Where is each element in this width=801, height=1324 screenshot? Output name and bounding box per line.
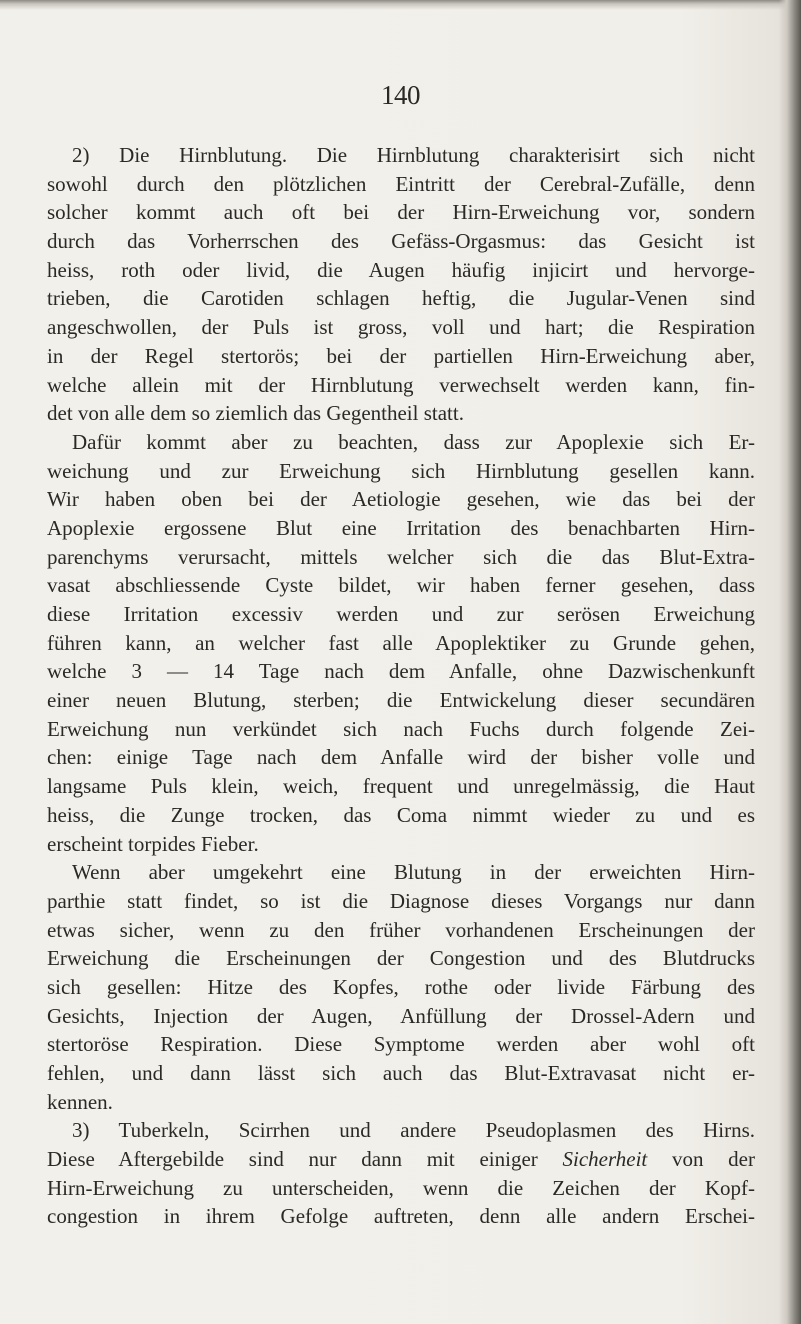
text-line: Erweichung nun verkündet sich nach Fuchs durch folgende Zei- bbox=[47, 716, 755, 741]
text-line: parthie statt findet, so ist die Diagnose dieses Vorgangs nur dann bbox=[47, 888, 755, 913]
text-line: welche 3 — 14 Tage nach dem Anfalle, ohne Dazwischenkunft bbox=[47, 659, 755, 684]
text-line: diese Irritation excessiv werden und zur serösen Erweichung bbox=[47, 602, 755, 626]
text-line: heiss, roth oder livid, die Augen häufig injicirt und hervorge- bbox=[47, 257, 755, 282]
text-line: langsame Puls klein, weich, frequent und unregelmässig, die Haut bbox=[47, 774, 755, 799]
page-binding-edge bbox=[779, 0, 801, 1324]
text-line: chen: einige Tage nach dem Anfalle wird der bisher volle und bbox=[47, 745, 755, 770]
body-text bbox=[47, 141, 755, 1231]
text-line: sowohl durch den plötzlichen Eintritt der Cerebral-Zufälle, denn bbox=[47, 171, 755, 196]
text-line: einer neuen Blutung, sterben; die Entwickelung dieser secundären bbox=[47, 688, 755, 713]
text-line: etwas sicher, wenn zu den früher vorhandenen Erscheinungen der bbox=[47, 917, 755, 942]
text-line: welche allein mit der Hirnblutung verwechselt werden kann, fin- bbox=[47, 372, 755, 397]
top-scan-shadow bbox=[0, 0, 801, 10]
text-line: parenchyms verursacht, mittels welcher sich die das Blut-Extra- bbox=[47, 544, 755, 569]
text-line: Wenn aber umgekehrt eine Blutung in der erweichten Hirn- bbox=[72, 860, 755, 885]
text-line: stertoröse Respiration. Diese Symptome werden aber wohl oft bbox=[47, 1032, 755, 1057]
text-line: solcher kommt auch oft bei der Hirn-Erweichung vor, sondern bbox=[47, 200, 755, 225]
emphasis: Sicherheit bbox=[562, 1147, 648, 1172]
text-line: weichung und zur Erweichung sich Hirnblutung gesellen kann. bbox=[47, 458, 755, 483]
text-line: in der Regel stertorös; bei der partiellen Hirn-Erweichung aber, bbox=[47, 343, 755, 368]
text-line: kennen. bbox=[47, 1089, 113, 1114]
text-line: fehlen, und dann lässt sich auch das Blut-Extravasat nicht er- bbox=[47, 1061, 755, 1085]
text-line: trieben, die Carotiden schlagen heftig, die Jugular-Venen sind bbox=[47, 286, 755, 311]
text-line: det von alle dem so ziemlich das Gegentheil statt. bbox=[47, 401, 464, 426]
text-line: heiss, die Zunge trocken, das Coma nimmt wieder zu und es bbox=[47, 802, 755, 827]
text-line: Erweichung die Erscheinungen der Congestion und des Blutdrucks bbox=[47, 946, 755, 971]
text-line: angeschwollen, der Puls ist gross, voll und hart; die Respiration bbox=[47, 315, 755, 340]
text-line: Dafür kommt aber zu beachten, dass zur Apoplexie sich Er- bbox=[72, 429, 755, 454]
text-line: sich gesellen: Hitze des Kopfes, rothe oder livide Färbung des bbox=[47, 974, 755, 999]
text-line: Diese Aftergebilde sind nur dann mit einiger Sicherheit von der bbox=[47, 1147, 755, 1172]
text-line: congestion in ihrem Gefolge auftreten, denn alle andern Erschei- bbox=[47, 1204, 755, 1229]
text-line: 2) Die Hirnblutung. Die Hirnblutung charakterisirt sich nicht bbox=[72, 143, 755, 167]
text-line: vasat abschliessende Cyste bildet, wir haben ferner gesehen, dass bbox=[47, 573, 755, 598]
text-line: Apoplexie ergossene Blut eine Irritation des benachbarten Hirn- bbox=[47, 515, 755, 540]
text-line: durch das Vorherrschen des Gefäss-Orgasmus: das Gesicht ist bbox=[47, 229, 755, 254]
page-number: 140 bbox=[381, 80, 420, 110]
text-line: Hirn-Erweichung zu unterscheiden, wenn die Zeichen der Kopf- bbox=[47, 1175, 755, 1200]
text-line: Gesichts, Injection der Augen, Anfüllung der Drossel-Adern und bbox=[47, 1003, 755, 1028]
text-line: erscheint torpides Fieber. bbox=[47, 831, 259, 856]
text-line: führen kann, an welcher fast alle Apoplektiker zu Grunde gehen, bbox=[47, 630, 755, 655]
text-line: Wir haben oben bei der Aetiologie gesehen, wie das bei der bbox=[47, 487, 755, 512]
text-line: 3) Tuberkeln, Scirrhen und andere Pseudoplasmen des Hirns. bbox=[72, 1118, 755, 1143]
